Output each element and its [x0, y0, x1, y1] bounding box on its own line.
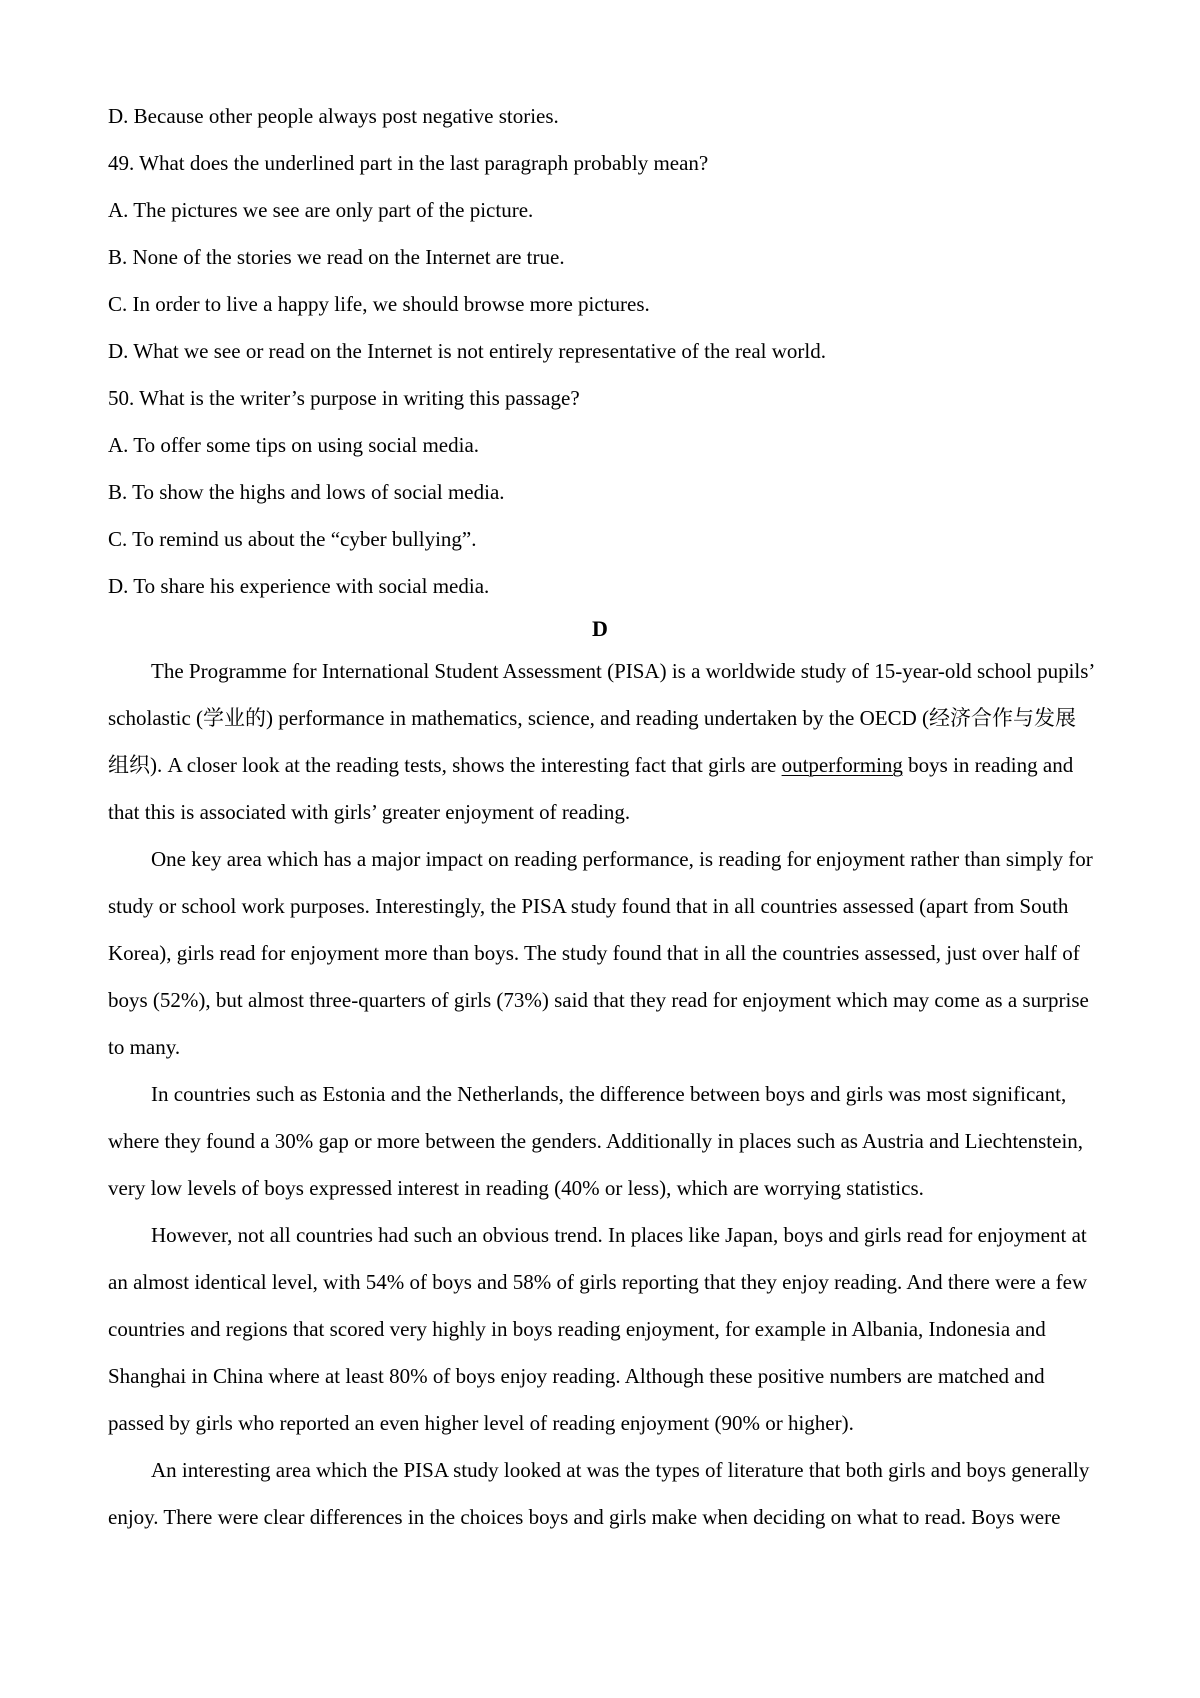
question-50-option-b: B. To show the highs and lows of social media. — [108, 480, 505, 504]
paragraph-line: countries and regions that scored very highly in boys reading enjoyment, for example in Albania, Indonesia and — [108, 1317, 1046, 1341]
question-50-option-c: C. To remind us about the “cyber bullying”. — [108, 527, 477, 551]
question-50-option-a: A. To offer some tips on using social media. — [108, 433, 480, 457]
question-49-stem: 49. What does the underlined part in the last paragraph probably mean? — [108, 151, 709, 175]
paragraph-line: One key area which has a major impact on reading performance, is reading for enjoyment rather than simply for — [151, 847, 1093, 871]
paragraph-line: However, not all countries had such an obvious trend. In places like Japan, boys and girls read for enjoyment at — [151, 1223, 1087, 1247]
paragraph-line: study or school work purposes. Interestingly, the PISA study found that in all countries assessed (apart from South — [108, 894, 1069, 918]
paragraph-line: that this is associated with girls’ greater enjoyment of reading. — [108, 800, 631, 824]
paragraph-line: Shanghai in China where at least 80% of boys enjoy reading. Although these positive numbers are matched and — [108, 1364, 1045, 1388]
line-text: boys in reading and — [902, 753, 1074, 777]
paragraph-line: scholastic (学业的) performance in mathematics, science, and reading undertaken by the OECD (经济合作与发展 — [108, 706, 1077, 730]
paragraph-2 — [108, 836, 1092, 1071]
page-content — [108, 93, 1096, 1541]
paragraph-line: boys (52%), but almost three-quarters of girls (73%) said that they read for enjoyment which may come as a surprise — [108, 988, 1089, 1012]
question-49-option-c: C. In order to live a happy life, we should browse more pictures. — [108, 292, 650, 316]
paragraph-line: passed by girls who reported an even higher level of reading enjoyment (90% or higher). — [108, 1411, 854, 1435]
paragraph-1 — [108, 648, 1096, 836]
paragraph-line: An interesting area which the PISA study looked at was the types of literature that both girls and boys generally — [151, 1458, 1090, 1482]
passage-heading: D — [592, 616, 608, 641]
passage-body — [108, 648, 1096, 1541]
paragraph-3 — [108, 1071, 1092, 1212]
question-49-option-a: A. The pictures we see are only part of the picture. — [108, 198, 534, 222]
paragraph-line: very low levels of boys expressed interest in reading (40% or less), which are worrying statistics. — [108, 1176, 924, 1200]
paragraph-5 — [108, 1447, 1092, 1541]
line-text: 组织). A closer look at the reading tests, shows the interesting fact that girls are — [108, 753, 782, 777]
underlined-word: outperforming — [781, 753, 903, 777]
question-50-stem: 50. What is the writer’s purpose in writing this passage? — [108, 386, 580, 410]
paragraph-line: The Programme for International Student Assessment (PISA) is a worldwide study of 15-year-old school pupils’ — [151, 659, 1096, 683]
paragraph-line: where they found a 30% gap or more between the genders. Additionally in places such as Austria and Liechtenstein, — [108, 1129, 1084, 1153]
paragraph-line: In countries such as Estonia and the Netherlands, the difference between boys and girls was most significant, — [151, 1082, 1067, 1106]
paragraph-line: an almost identical level, with 54% of boys and 58% of girls reporting that they enjoy reading. And there were a few — [108, 1270, 1088, 1294]
question-48-option-d: D. Because other people always post negative stories. — [108, 104, 559, 128]
question-50-option-d: D. To share his experience with social media. — [108, 574, 490, 598]
paragraph-line: to many. — [108, 1035, 181, 1059]
paragraph-4 — [108, 1212, 1092, 1447]
question-list — [108, 93, 1092, 610]
paragraph-line: Korea), girls read for enjoyment more than boys. The study found that in all the countries assessed, just over half of — [108, 941, 1080, 965]
paragraph-line: enjoy. There were clear differences in the choices boys and girls make when deciding on what to read. Boys were — [108, 1505, 1061, 1529]
paragraph-line — [108, 742, 1092, 789]
question-49-option-b: B. None of the stories we read on the Internet are true. — [108, 245, 565, 269]
question-49-option-d: D. What we see or read on the Internet is not entirely representative of the real world. — [108, 339, 826, 363]
